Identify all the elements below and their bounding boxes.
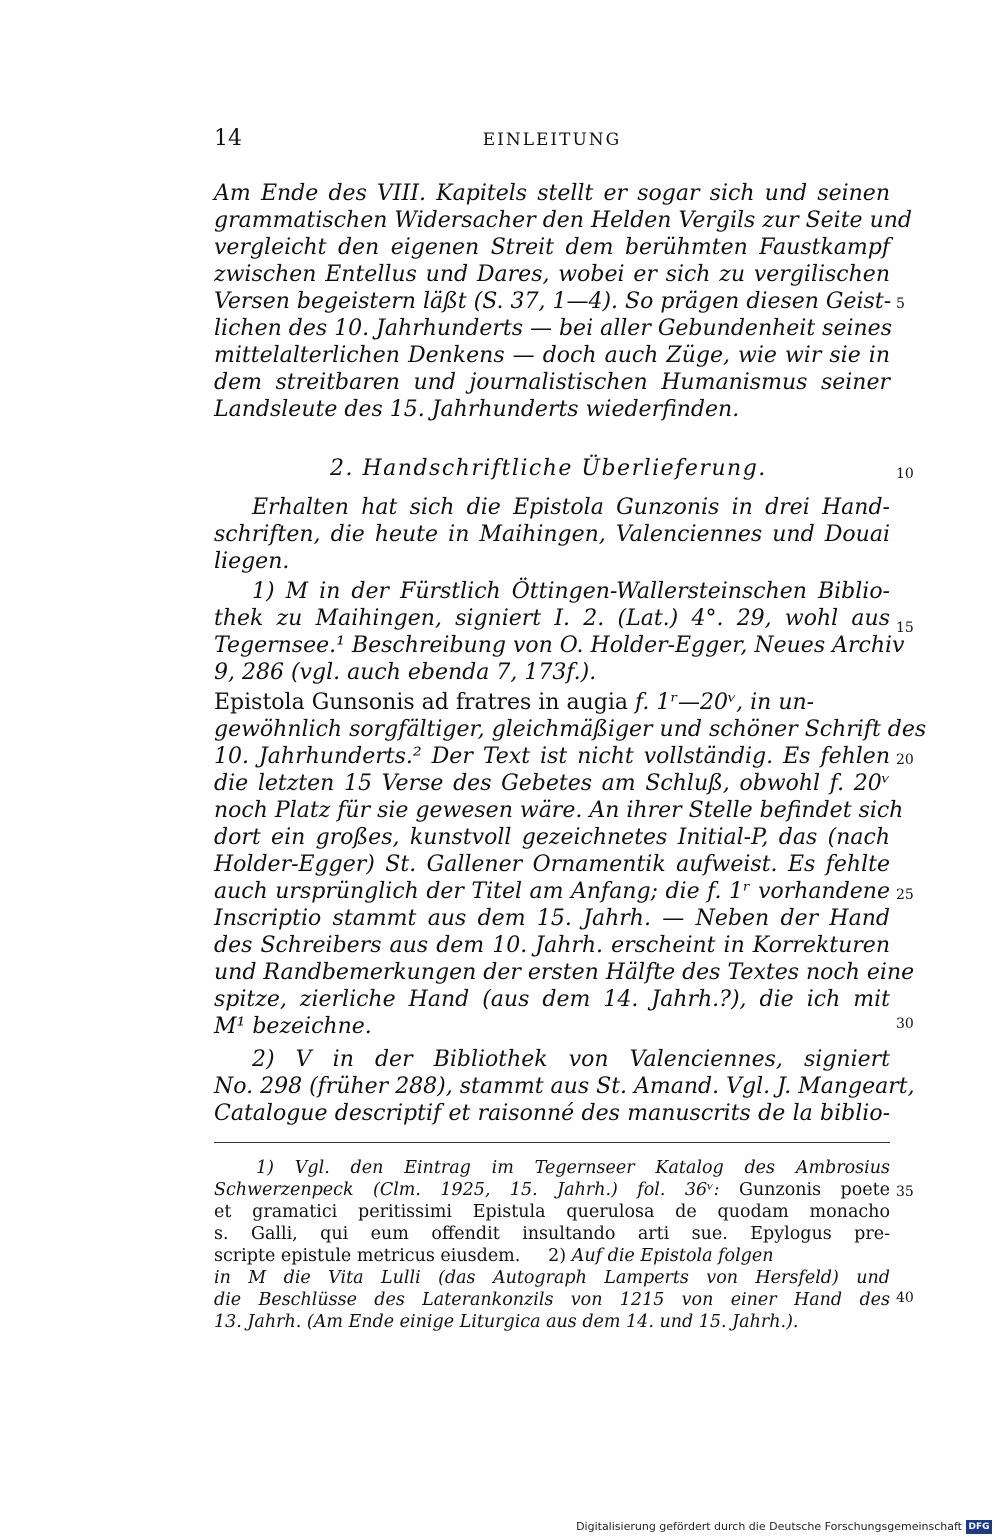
text-line: No. 298 (früher 288), stammt aus St. Amand. Vgl. J. Mangeart, <box>214 1074 915 1099</box>
text-line: Holder-Egger) St. Gallener Ornamentik aufweist. Es fehlte <box>214 852 890 877</box>
footnote-text: Auf die Epistola folgen <box>571 1246 774 1266</box>
text-line: liegen. <box>214 549 290 574</box>
text-line: spitze, zierliche Hand (aus dem 14. Jahrh.?), die ich mit <box>214 987 890 1012</box>
footnote-line <box>214 1224 890 1245</box>
text-line: 10. Jahrhunderts.² Der Text ist nicht vollständig. Es fehlen <box>214 744 890 769</box>
text-line: dort ein großes, kunstvoll gezeichnetes Initial-P, das (nach <box>214 825 890 850</box>
margin-line-number: 5 <box>896 296 905 312</box>
margin-line-number: 10 <box>896 466 914 482</box>
text-line: schriften, die heute in Maihingen, Valenciennes und Douai <box>214 522 890 547</box>
margin-line-number: 30 <box>896 1016 914 1032</box>
digitization-footer <box>0 1516 1000 1540</box>
text-line: M¹ bezeichne. <box>214 1014 372 1039</box>
dfg-logo: DFG <box>966 1520 992 1534</box>
footnote-line <box>214 1202 890 1223</box>
margin-line-number: 35 <box>896 1184 914 1200</box>
text-line: zwischen Entellus und Dares, wobei er sich zu vergilischen <box>214 262 890 287</box>
footnote-text: Gunzonis poete <box>719 1180 890 1200</box>
footnote-text: scripte epistule metricus eiusdem. 2) <box>214 1246 572 1266</box>
text-line: dem streitbaren und journalistischen Humanismus seiner <box>214 370 890 395</box>
text-line: die letzten 15 Verse des Gebetes am Schluß, obwohl f. 20ᵛ <box>214 771 890 796</box>
manuscript-title: Epistola Gunsonis ad fratres in augia <box>214 690 628 715</box>
text-line: des Schreibers aus dem 10. Jahrh. erscheint in Korrekturen <box>214 933 890 958</box>
text-line: und Randbemerkungen der ersten Hälfte des Textes noch eine <box>214 960 915 985</box>
footnote-divider <box>214 1142 890 1143</box>
text-line: 9, 286 (vgl. auch ebenda 7, 173f.). <box>214 660 597 685</box>
text-line: auch ursprünglich der Titel am Anfang; die f. 1ʳ vorhandene <box>214 879 890 904</box>
text-line: noch Platz für sie gewesen wäre. An ihrer Stelle befindet sich <box>214 798 904 823</box>
footnote-text: 1) Vgl. den Eintrag im Tegernseer Katalog des Ambrosius <box>256 1158 890 1178</box>
text-line: gewöhnlich sorgfältiger, gleichmäßiger und schöner Schrift des <box>214 717 927 742</box>
margin-line-number: 40 <box>896 1290 914 1306</box>
text-line <box>214 689 890 716</box>
footnote-line: die Beschlüsse des Laterankonzils von 1215 von einer Hand des <box>214 1290 890 1310</box>
text-line: Erhalten hat sich die Epistola Gunzonis in drei Hand- <box>252 495 890 520</box>
margin-line-number: 20 <box>896 752 914 768</box>
text-line: 2) V in der Bibliothek von Valenciennes, signiert <box>252 1047 890 1072</box>
text-line: thek zu Maihingen, signiert I. 2. (Lat.) 4°. 29, wohl aus <box>214 606 890 631</box>
text-line: lichen des 10. Jahrhunderts — bei aller Gebundenheit seines <box>214 316 892 341</box>
margin-line-number: 15 <box>896 620 914 636</box>
text-line: Tegernsee.¹ Beschreibung von O. Holder-Egger, Neues Archiv <box>214 633 905 658</box>
text-line: Am Ende des VIII. Kapitels stellt er sogar sich und seinen <box>214 181 890 206</box>
margin-line-number: 25 <box>896 887 914 903</box>
running-title: EINLEITUNG <box>482 130 622 150</box>
footnote-line: 13. Jahrh. (Am Ende einige Liturgica aus dem 14. und 15. Jahrh.). <box>214 1312 799 1332</box>
footnote-text: Schwerzenpeck (Clm. 1925, 15. Jahrh.) fol. 36ᵛ: <box>214 1180 720 1200</box>
text-line: Versen begeistern läßt (S. 37, 1—4). So prägen diesen Geist- <box>214 289 892 314</box>
footnote-line <box>214 1246 890 1267</box>
digitization-credit: Digitalisierung gefördert durch die Deutsche Forschungsgemeinschaft <box>576 1520 962 1533</box>
section-heading: 2. Handschriftliche Überlieferung. <box>330 456 767 481</box>
footnote-line <box>214 1180 890 1201</box>
text-line: mittelalterlichen Denkens — doch auch Züge, wie wir sie in <box>214 343 890 368</box>
text-line: Inscriptio stammt aus dem 15. Jahrh. — Neben der Hand <box>214 906 890 931</box>
footnote-text: s. Galli, qui eum offendit insultando arti sue. Epylogus pre- <box>214 1224 890 1244</box>
footnote-text: et gramatici peritissimi Epistula querulosa de quodam monacho <box>214 1202 890 1222</box>
text-line: grammatischen Widersacher den Helden Vergils zur Seite und <box>214 208 912 233</box>
page-number: 14 <box>214 126 242 151</box>
text-line: Landsleute des 15. Jahrhunderts wiederfinden. <box>214 397 740 422</box>
footnote-line: in M die Vita Lulli (das Autograph Lamperts von Hersfeld) und <box>214 1268 890 1288</box>
text-line: vergleicht den eigenen Streit dem berühmten Faustkampf <box>214 235 890 260</box>
text-line: Catalogue descriptif et raisonné des manuscrits de la biblio- <box>214 1101 890 1126</box>
folio-reference: f. 1ʳ—20ᵛ, in un- <box>627 690 815 715</box>
page-header <box>214 126 890 156</box>
footnote-line <box>256 1158 890 1179</box>
text-line: 1) M in der Fürstlich Öttingen-Wallersteinschen Biblio- <box>252 579 890 604</box>
